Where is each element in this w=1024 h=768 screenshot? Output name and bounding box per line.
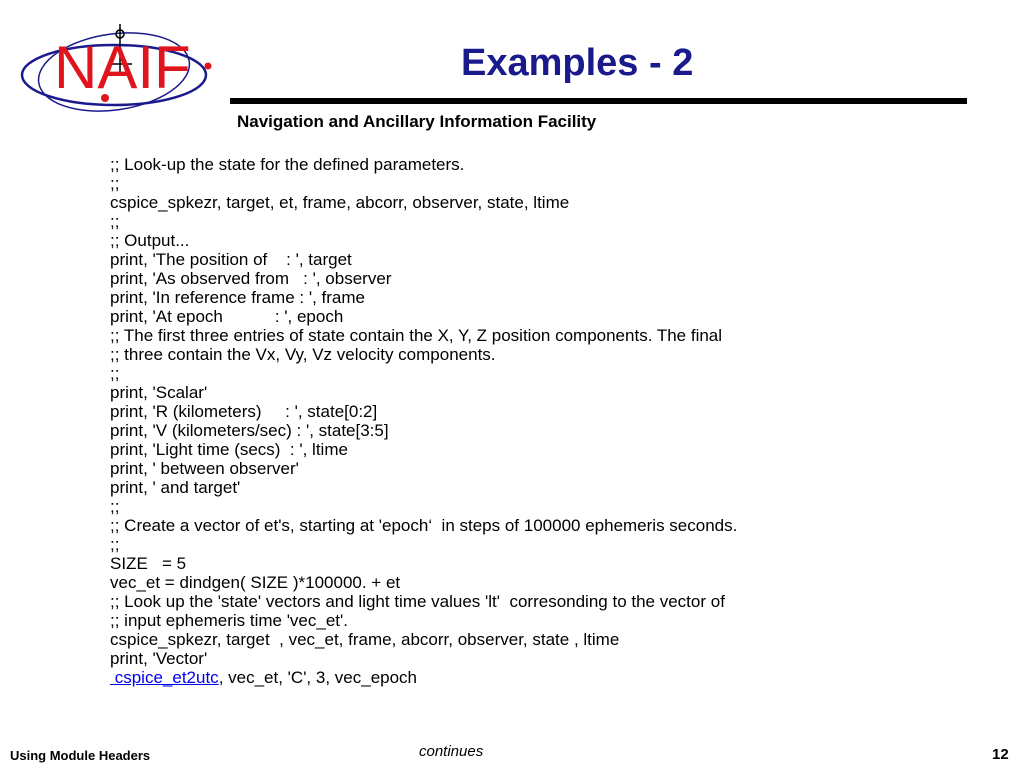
footer-title: Using Module Headers bbox=[10, 748, 151, 763]
code-line: ;; Create a vector of et's, starting at 'epoch‘ in steps of 100000 ephemeris seconds. bbox=[110, 516, 738, 535]
code-line: print, 'The position of : ', target bbox=[110, 250, 352, 269]
code-line: SIZE = 5 bbox=[110, 554, 187, 573]
page-subtitle: Navigation and Ancillary Information Facility bbox=[237, 112, 597, 131]
code-line: ;; Look up the 'state' vectors and light time values 'lt' corresonding to the vector of bbox=[110, 592, 725, 611]
code-line: print, 'Scalar' bbox=[110, 383, 208, 402]
continues-note: continues bbox=[419, 743, 484, 760]
code-line: print, ' between observer' bbox=[110, 459, 299, 478]
logo-text: NAIF bbox=[54, 34, 191, 101]
cspice-et2utc-link[interactable]: cspice_et2utc bbox=[110, 668, 219, 687]
code-line: ;; bbox=[110, 535, 120, 554]
code-line: ;; input ephemeris time 'vec_et'. bbox=[110, 611, 348, 630]
code-line: ;; Look-up the state for the defined parameters. bbox=[110, 155, 465, 174]
code-line: ;; three contain the Vx, Vy, Vz velocity components. bbox=[110, 345, 496, 364]
code-line: print, 'As observed from : ', observer bbox=[110, 269, 392, 288]
code-lines bbox=[110, 155, 990, 668]
code-line: print, 'In reference frame : ', frame bbox=[110, 288, 365, 307]
code-line: print, 'Vector' bbox=[110, 649, 208, 668]
header-rule bbox=[230, 98, 967, 104]
code-line: vec_et = dindgen( SIZE )*100000. + et bbox=[110, 573, 401, 592]
code-line: print, 'V (kilometers/sec) : ', state[3:5] bbox=[110, 421, 389, 440]
code-line: cspice_spkezr, target , vec_et, frame, abcorr, observer, state , ltime bbox=[110, 630, 620, 649]
code-line-last-rest: , vec_et, 'C', 3, vec_epoch bbox=[218, 668, 418, 687]
code-line: ;; bbox=[110, 174, 120, 193]
code-line: ;; The first three entries of state contain the X, Y, Z position components. The final bbox=[110, 326, 723, 345]
page-number: 12 bbox=[992, 746, 1009, 763]
code-line: ;; bbox=[110, 497, 120, 516]
code-line: print, ' and target' bbox=[110, 478, 241, 497]
code-line: print, 'R (kilometers) : ', state[0:2] bbox=[110, 402, 378, 421]
naif-logo bbox=[14, 20, 230, 112]
code-line-last bbox=[110, 668, 990, 687]
code-line: cspice_spkezr, target, et, frame, abcorr, observer, state, ltime bbox=[110, 193, 570, 212]
code-block bbox=[110, 155, 990, 687]
page-title: Examples - 2 bbox=[461, 42, 694, 84]
code-line: ;; bbox=[110, 212, 120, 231]
code-line: ;; Output... bbox=[110, 231, 190, 250]
code-line: print, 'Light time (secs) : ', ltime bbox=[110, 440, 348, 459]
code-line: print, 'At epoch : ', epoch bbox=[110, 307, 344, 326]
code-line: ;; bbox=[110, 364, 120, 383]
